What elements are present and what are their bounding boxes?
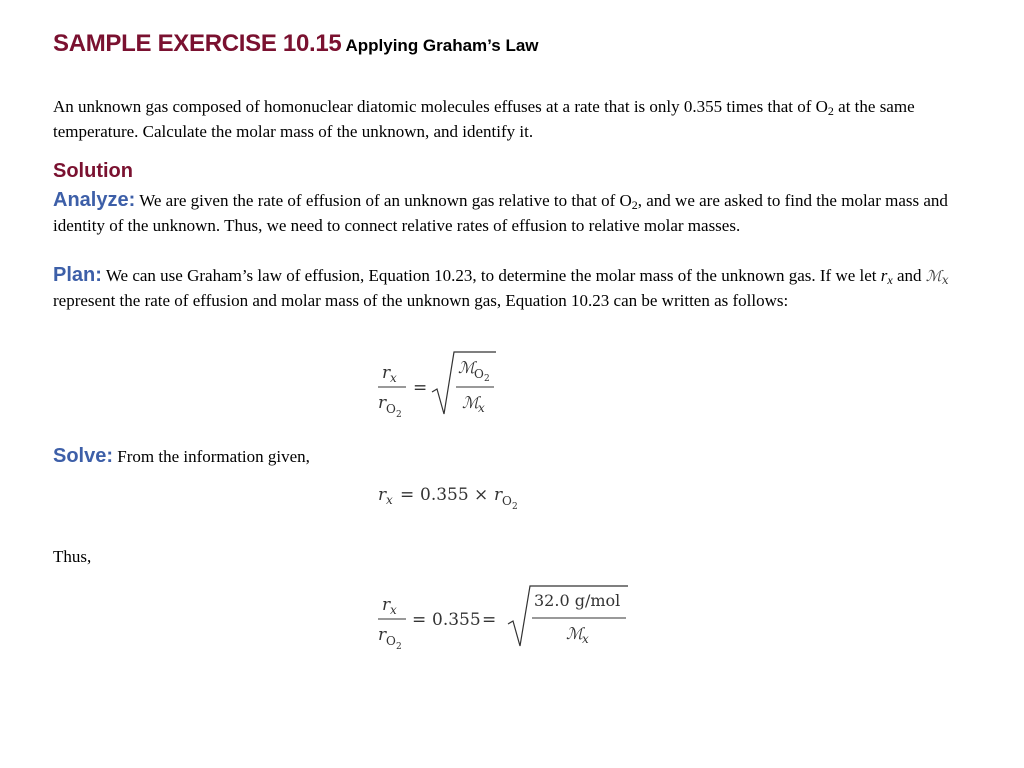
svg-text:×: × [474,485,489,505]
equation-grahams-law [370,348,510,428]
svg-text:ℳ: ℳ [566,624,584,643]
analyze-paragraph: Analyze: We are given the rate of effusion of an unknown gas relative to that of $O_2$, and we are asked to find the molar mass and identity of the unknown. Thus, we need to connect relative rates of effusion to relative molar masses. [53,189,948,235]
svg-text:r: r [378,393,387,413]
solve-paragraph: Solve: From the information given, [53,445,310,467]
svg-text:x: x [390,603,397,617]
svg-text:0.355: 0.355 [420,485,469,505]
exercise-title-line [53,30,539,58]
thus-text: Thus, [53,547,92,566]
svg-text:r: r [382,595,391,615]
svg-text:x: x [386,493,393,507]
svg-text:0.355: 0.355 [432,610,481,630]
svg-text:2: 2 [512,502,518,512]
svg-text:2: 2 [484,374,490,384]
svg-text:r: r [494,485,503,505]
svg-text:ℳ: ℳ [458,358,476,377]
svg-text:=: = [412,610,427,630]
svg-text:O: O [386,402,396,416]
svg-text:2: 2 [396,410,402,420]
svg-text:r: r [382,363,391,383]
svg-text:r: r [378,485,387,505]
svg-text:=: = [400,485,415,505]
svg-text:x: x [582,632,589,646]
svg-text:=: = [413,378,428,398]
svg-text:O: O [386,634,396,648]
svg-text:2: 2 [396,642,402,652]
molar-mass-symbol: ℳ [925,267,942,285]
svg-text:O: O [502,494,512,508]
equation-given-rate [370,478,540,519]
svg-text:x: x [390,371,397,385]
equation-substituted [370,582,640,659]
plan-paragraph: Plan: We can use Graham’s law of effusion, Equation 10.23, to determine the molar mass of the unknown gas. If we let $r_x$ and ℳ$_x$ represent the rate of effusion and molar mass of the unknown gas, Equation 10.23 can be written as follows: [53,264,949,310]
solution-heading: Solution [53,160,133,182]
exercise-title: SAMPLE EXERCISE 10.15 [53,30,342,57]
problem-statement: An unknown gas composed of homonuclear diatomic molecules effuses at a rate that is only 0.355 times that of $O_2$ at the same temperature. Calculate the molar mass of the unknown, and identify it. [53,97,915,141]
plan-label: Plan: [53,264,102,286]
svg-text:=: = [482,610,497,630]
svg-text:x: x [478,401,485,415]
svg-text:32.0 g/mol: 32.0 g/mol [534,591,621,610]
svg-text:ℳ: ℳ [462,393,480,412]
svg-text:r: r [378,625,387,645]
solve-label: Solve: [53,445,114,467]
exercise-subtitle: Applying Graham’s Law [345,36,539,55]
svg-text:O: O [474,367,484,381]
analyze-label: Analyze: [53,189,136,211]
